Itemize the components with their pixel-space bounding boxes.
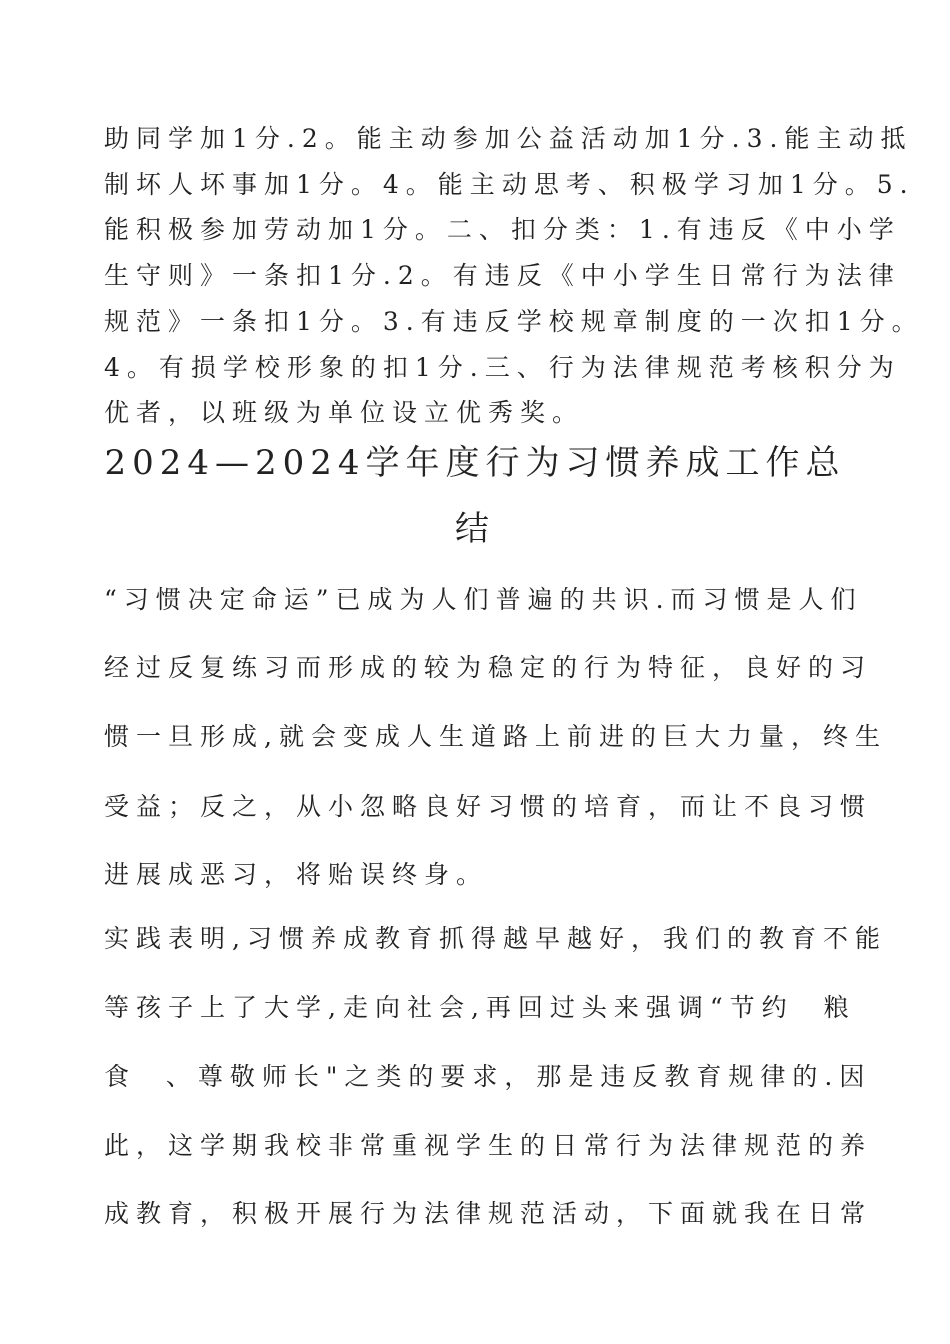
paragraph-line: 惯一旦形成,就会变成人生道路上前进的巨大力量，终生 bbox=[104, 722, 887, 751]
paragraph-line: 能积极参加劳动加1分。二、扣分类：1.有违反《中小学 bbox=[104, 215, 901, 244]
paragraph-line: 助同学加1分.2。能主动参加公益活动加1分.3.能主动抵 bbox=[104, 124, 913, 153]
paragraph-line: 优者，以班级为单位设立优秀奖。 bbox=[104, 398, 585, 427]
paragraph-line: 成教育，积极开展行为法律规范活动，下面就我在日常 bbox=[104, 1199, 873, 1228]
paragraph-line: 此，这学期我校非常重视学生的日常行为法律规范的养 bbox=[104, 1131, 873, 1160]
paragraph-line: 食 、尊敬师长"之类的要求，那是违反教育规律的.因 bbox=[104, 1062, 872, 1091]
document-heading-line-1: 2024—2024学年度行为习惯养成工作总 bbox=[104, 443, 846, 483]
paragraph-line: 实践表明,习惯养成教育抓得越早越好，我们的教育不能 bbox=[104, 924, 887, 953]
paragraph-line: 规范》一条扣1分。3.有违反学校规章制度的一次扣1分。 bbox=[104, 307, 924, 336]
paragraph-line: 4。有损学校形象的扣1分.三、行为法律规范考核积分为 bbox=[104, 353, 901, 382]
paragraph-line: 等孩子上了大学,走向社会,再回过头来强调“节约 粮 bbox=[104, 993, 856, 1022]
paragraph-line: 制坏人坏事加1分。4。能主动思考、积极学习加1分。5. bbox=[104, 170, 915, 199]
paragraph-line: 经过反复练习而形成的较为稳定的行为特征，良好的习 bbox=[104, 653, 873, 682]
paragraph-line: “习惯决定命运”已成为人们普遍的共识.而习惯是人们 bbox=[104, 585, 863, 614]
paragraph-line: 生守则》一条扣1分.2。有违反《中小学生日常行为法律 bbox=[104, 261, 901, 290]
paragraph-line: 进展成恶习，将贻误终身。 bbox=[104, 860, 489, 889]
paragraph-line: 受益；反之，从小忽略良好习惯的培育，而让不良习惯 bbox=[104, 792, 873, 821]
document-heading-line-2: 结 bbox=[455, 509, 495, 549]
